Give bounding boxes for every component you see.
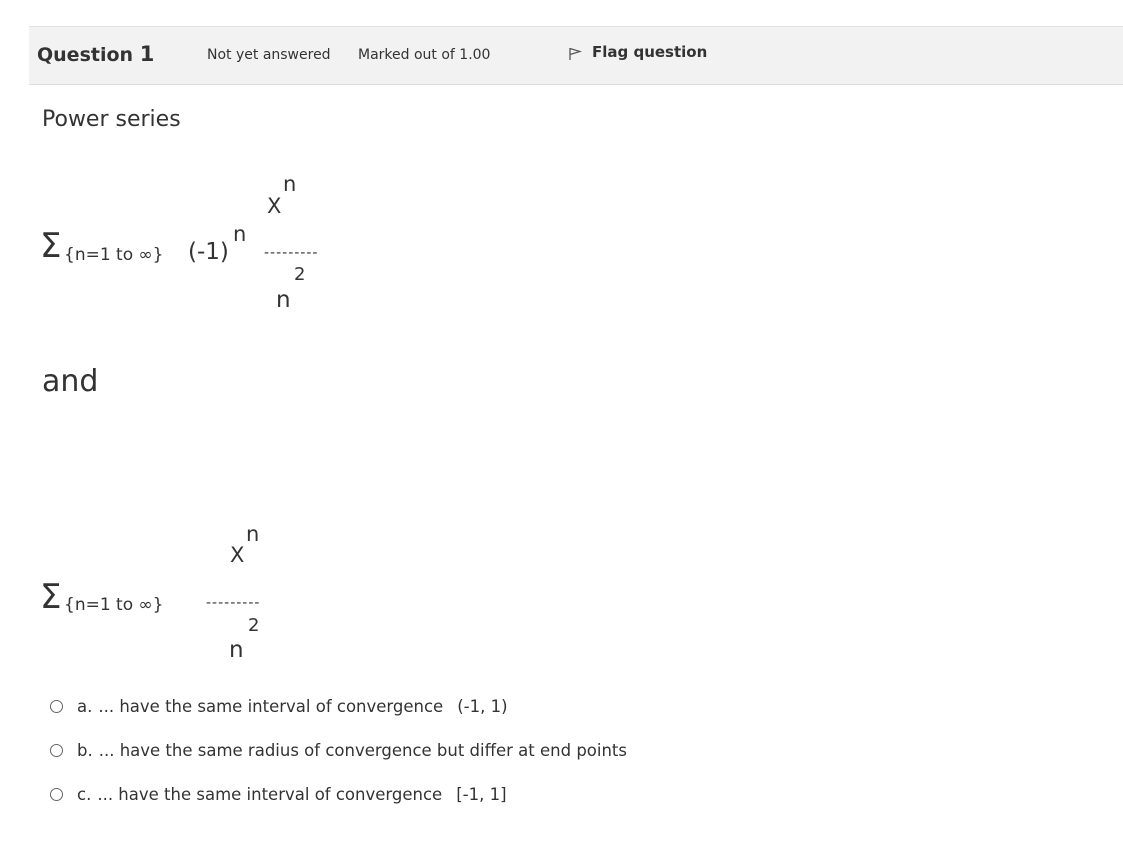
question-intro: Power series xyxy=(42,107,181,132)
numerator-exponent: n xyxy=(283,172,297,196)
numerator-exponent: n xyxy=(246,522,260,546)
summation-range: {n=1 to ∞} xyxy=(64,595,164,615)
answer-option-a[interactable] xyxy=(50,697,508,716)
question-info-bar xyxy=(29,26,1123,85)
numerator-base: X xyxy=(267,194,282,218)
flag-question-label: Flag question xyxy=(592,43,708,61)
option-text: ... have the same interval of convergence xyxy=(97,785,443,804)
option-text: ... have the same radius of convergence but differ at end points xyxy=(98,741,627,760)
sign-term: (-1) xyxy=(188,239,229,265)
radio-button[interactable] xyxy=(50,788,63,801)
fraction-bar: --------- xyxy=(264,245,319,261)
sigma-symbol: Σ xyxy=(40,226,62,266)
radio-button[interactable] xyxy=(50,744,63,757)
denominator-exponent: 2 xyxy=(294,264,306,285)
sigma-symbol: Σ xyxy=(40,577,62,617)
radio-button[interactable] xyxy=(50,700,63,713)
option-detail: [-1, 1] xyxy=(456,785,507,804)
sign-exponent: n xyxy=(233,222,247,246)
question-grade: Marked out of 1.00 xyxy=(358,47,491,63)
summation-range: {n=1 to ∞} xyxy=(64,245,164,265)
denominator-base: n xyxy=(229,637,244,663)
denominator-exponent: 2 xyxy=(248,615,260,636)
option-letter: b. xyxy=(77,741,93,760)
flag-question-link[interactable] xyxy=(568,43,707,61)
question-title xyxy=(37,42,154,66)
question-label: Question xyxy=(37,44,134,66)
option-text: ... have the same interval of convergence xyxy=(98,697,444,716)
answer-option-c[interactable] xyxy=(50,785,507,804)
connector-text: and xyxy=(42,364,99,399)
option-letter: c. xyxy=(77,785,92,804)
fraction-bar: --------- xyxy=(206,595,261,611)
option-letter: a. xyxy=(77,697,93,716)
numerator-base: X xyxy=(230,543,245,567)
denominator-base: n xyxy=(276,287,291,313)
answer-option-b[interactable] xyxy=(50,741,627,760)
option-detail: (-1, 1) xyxy=(457,697,508,716)
question-state: Not yet answered xyxy=(207,47,331,63)
flag-icon xyxy=(568,47,582,61)
question-number: 1 xyxy=(139,42,155,66)
